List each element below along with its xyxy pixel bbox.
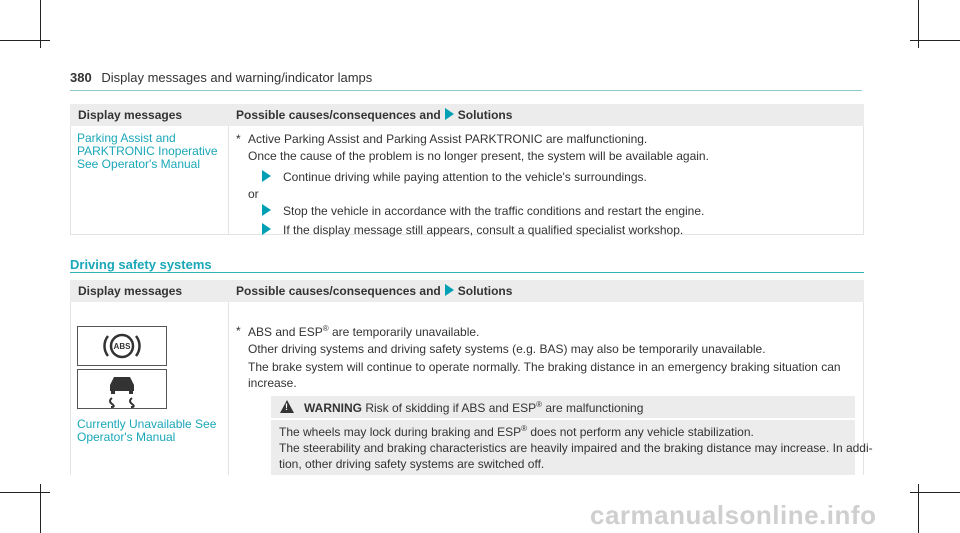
registered-mark: ® [521, 424, 528, 433]
solution-step [258, 170, 647, 184]
display-message [77, 418, 216, 444]
exclamation-icon: ! [285, 402, 288, 412]
message-line: See Operator's Manual [77, 157, 201, 171]
footnote-asterisk: * [236, 132, 241, 146]
col-header-causes [236, 284, 512, 298]
step-text: Continue driving while paying attention to the vehicle's surroundings. [283, 170, 647, 184]
warning-banner [271, 396, 855, 418]
display-message [77, 132, 218, 171]
safety-messages-table [70, 280, 873, 475]
parking-messages-table [70, 104, 864, 235]
message-line: Currently Unavailable See [77, 417, 217, 431]
svg-text:ABS: ABS [113, 342, 131, 351]
col-header-messages: Display messages [78, 284, 183, 298]
crop-mark [910, 40, 960, 41]
warning-text-part: does not perform any vehicle stabilization. [527, 425, 754, 439]
message-line: Operator's Manual [77, 430, 176, 444]
warning-text-part: The wheels may lock during braking and ESP [279, 425, 522, 439]
crop-mark [0, 40, 50, 41]
warning-text: Risk of skidding if ABS and ESP [365, 401, 537, 415]
step-text: Stop the vehicle in accordance with the traffic conditions and restart the engine. [283, 204, 705, 218]
section-title: Driving safety systems [70, 257, 212, 272]
cause-text: Active Parking Assist and Parking Assist PARKTRONIC are malfunctioning. [248, 132, 648, 146]
col-header-solutions: Solutions [457, 284, 513, 298]
solution-step [258, 223, 683, 237]
warning-text: are malfunctioning [542, 401, 644, 415]
page-number: 380 [70, 70, 92, 85]
watermark: carmanualsonline.info [590, 500, 877, 530]
arrow-icon [445, 284, 454, 296]
column-divider [228, 302, 229, 475]
crop-mark [0, 492, 50, 493]
warning-text: tion, other driving safety systems are switched off. [279, 457, 545, 471]
table-header [70, 104, 864, 126]
registered-mark: ® [322, 324, 329, 333]
col-header-solutions: Solutions [457, 108, 513, 122]
warning-title [304, 400, 643, 415]
cause-text: The brake system will continue to operate normally. The braking distance in an emergency braking situation can [248, 360, 841, 374]
arrow-icon [445, 108, 454, 120]
registered-mark: ® [536, 400, 543, 409]
page-header [70, 70, 372, 85]
footnote-asterisk: * [236, 324, 241, 338]
solution-step [258, 204, 704, 218]
arrow-icon [262, 204, 271, 216]
table-row [70, 302, 873, 475]
cause-text: increase. [248, 376, 297, 390]
message-line: Parking Assist and [77, 131, 176, 145]
abs-warning-icon [77, 326, 167, 366]
arrow-icon [262, 170, 271, 182]
crop-mark [910, 492, 960, 493]
cause-text: Once the cause of the problem is no longer present, the system will be available again. [248, 149, 709, 163]
message-line: PARKTRONIC Inoperative [77, 144, 218, 158]
warning-body [271, 420, 873, 475]
col-header-causes-text: Possible causes/consequences and [236, 284, 441, 298]
esp-skid-icon [77, 369, 167, 409]
column-divider [228, 126, 229, 234]
arrow-icon [262, 223, 271, 235]
warning-text [279, 424, 754, 439]
cause-text-part: ABS and ESP [248, 325, 323, 339]
cause-text: Other driving systems and driving safety systems (e.g. BAS) may also be temporarily unavailable. [248, 342, 766, 356]
step-text: If the display message still appears, consult a qualified specialist workshop. [283, 223, 684, 237]
warning-label: WARNING [304, 401, 362, 415]
table-row [70, 126, 864, 235]
table-header [70, 280, 864, 302]
col-header-messages: Display messages [78, 108, 183, 122]
cause-text [248, 324, 479, 339]
col-header-causes-text: Possible causes/consequences and [236, 108, 441, 122]
col-header-causes [236, 108, 512, 122]
cause-text-part: are temporarily unavailable. [328, 325, 480, 339]
page-title: Display messages and warning/indicator lamps [101, 70, 373, 85]
section-rule [70, 272, 864, 273]
header-rule [70, 90, 862, 91]
or-text: or [248, 187, 259, 201]
warning-text: The steerability and braking characteristics are heavily impaired and the braking distance may increase. In addi- [279, 441, 873, 455]
